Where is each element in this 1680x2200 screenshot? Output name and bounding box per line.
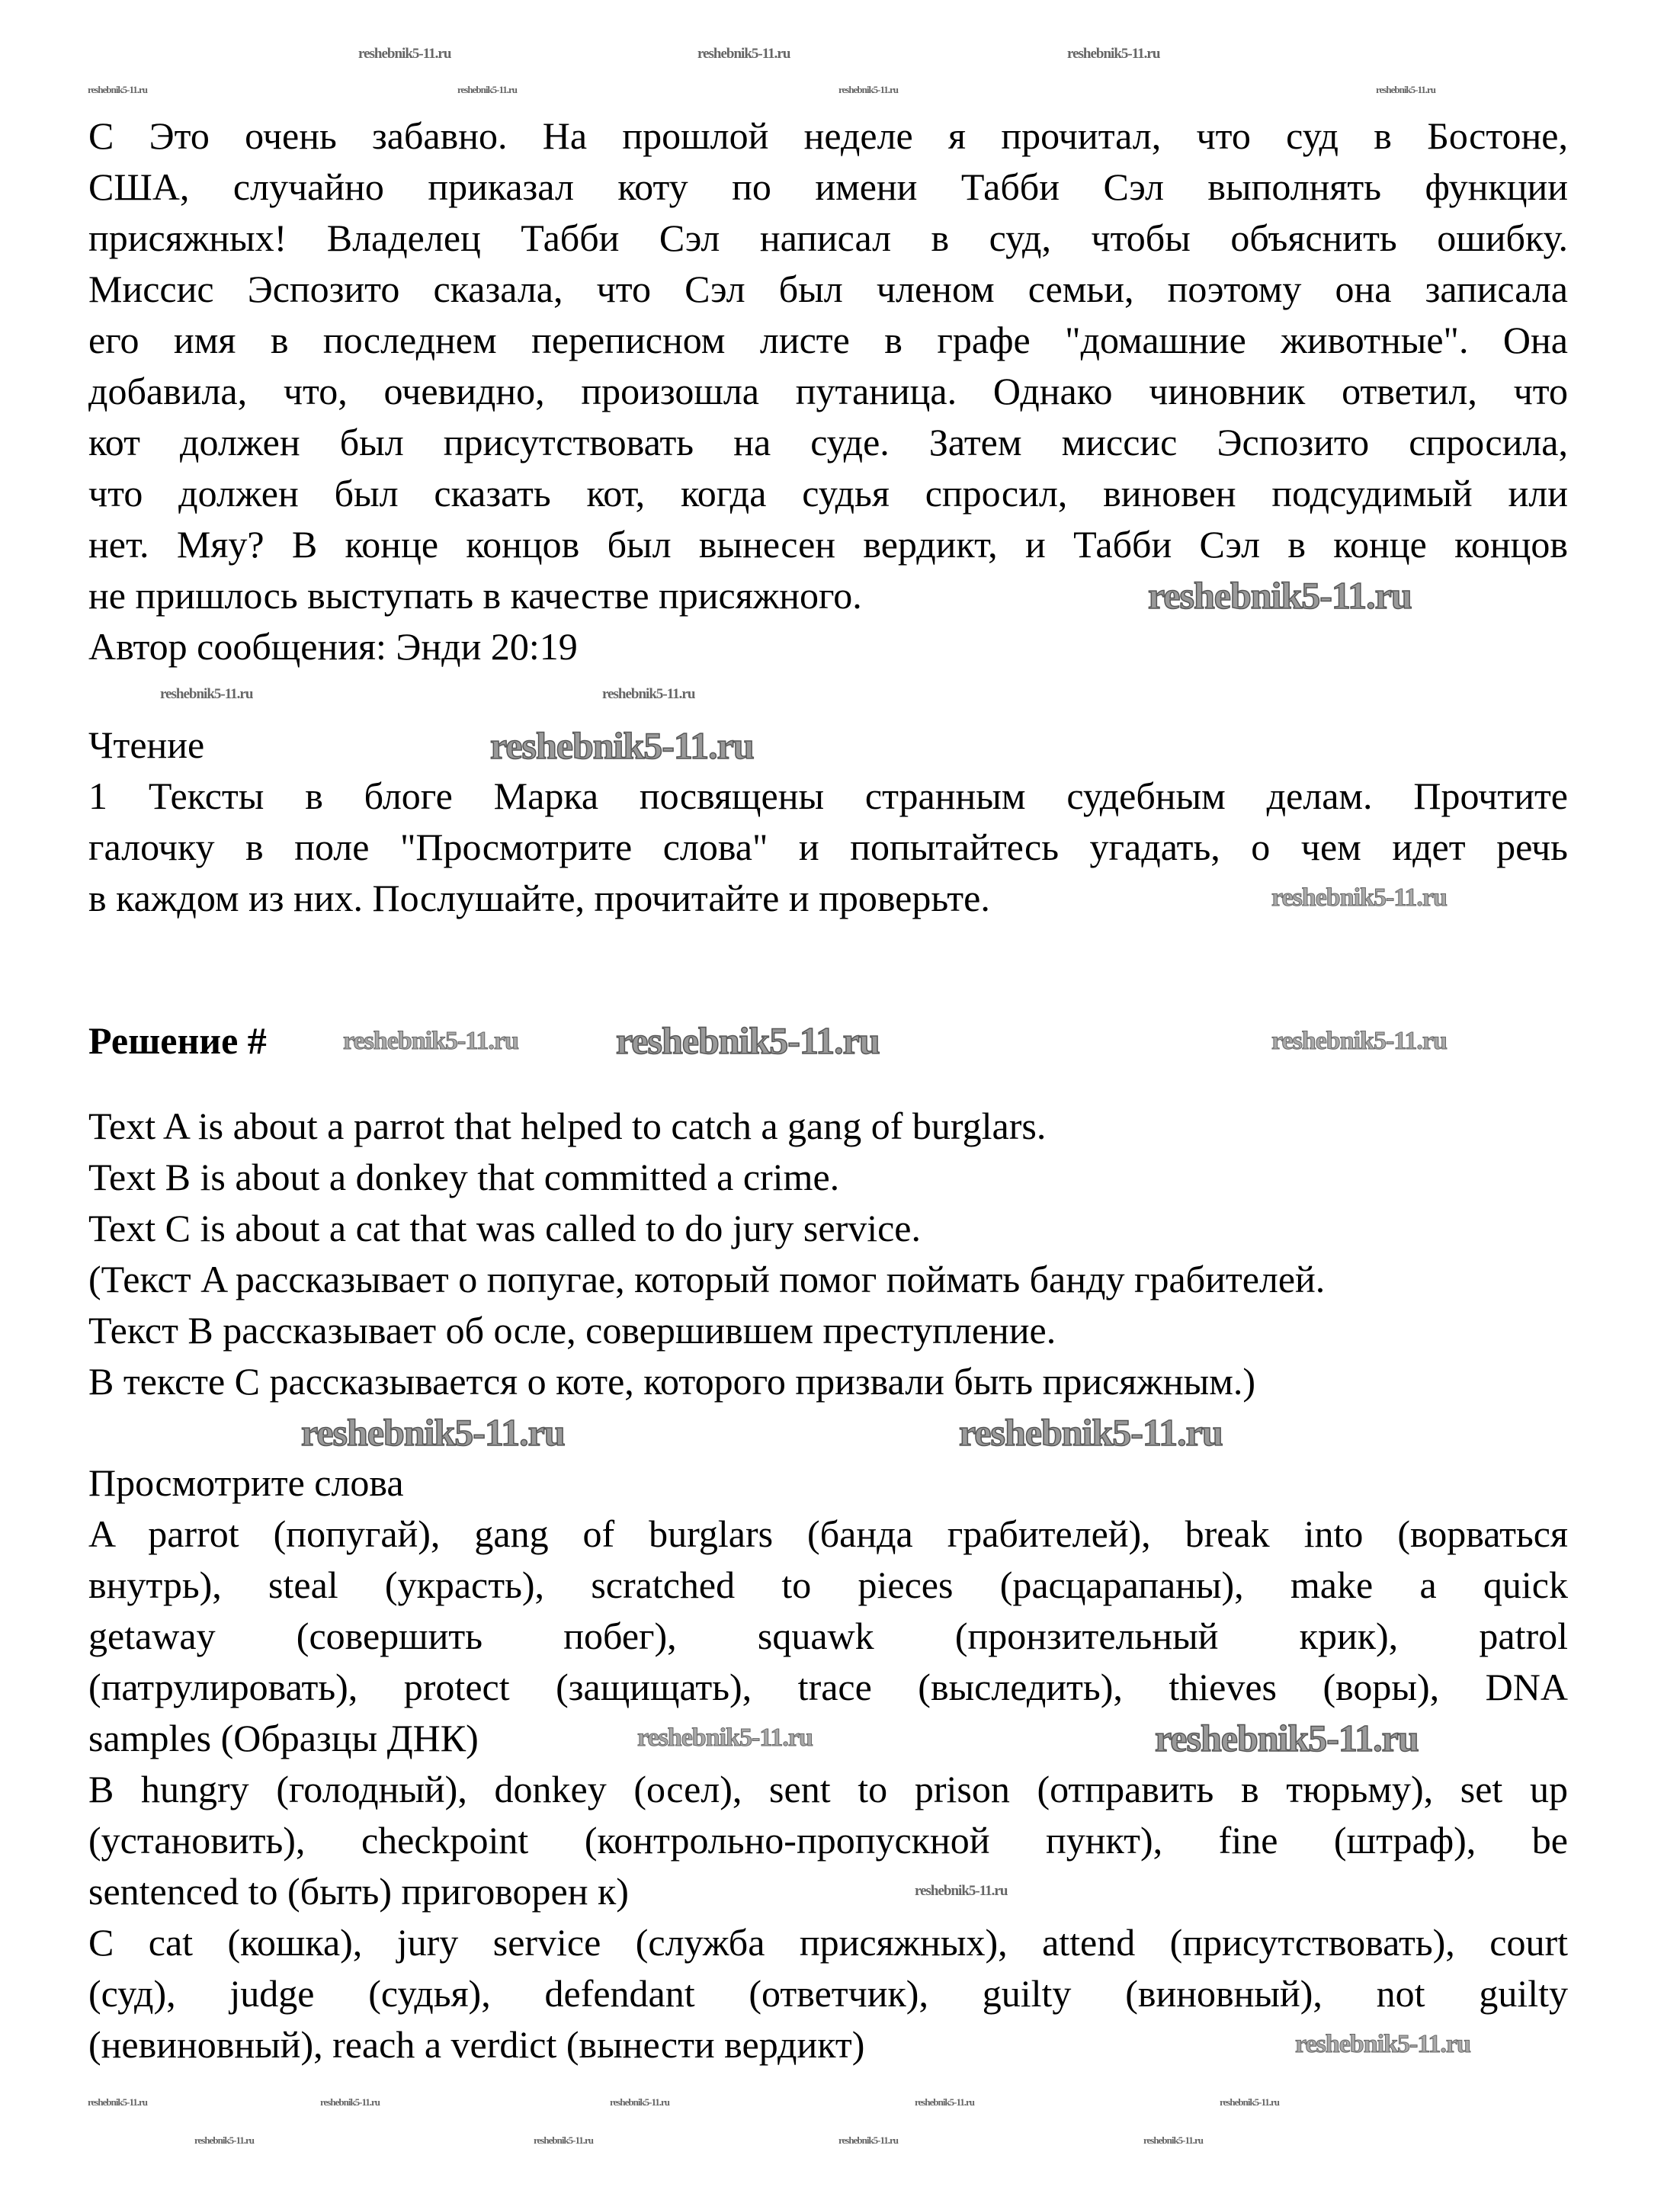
text-line: С Это очень забавно. На прошлой неделе я прочитал, что суд в Бостоне, (88, 114, 1568, 157)
watermark: reshebnik5-11.ru (1067, 46, 1160, 62)
text-line: Text A is about a parrot that helped to catch a gang of burglars. (88, 1105, 1047, 1147)
words-section (88, 1458, 1568, 1509)
watermark: reshebnik5-11.ru (534, 2134, 594, 2146)
text-line: в каждом из них. Послушайте, прочитайте и проверьте. (88, 877, 990, 919)
text-line: США, случайно приказал коту по имени Табби Сэл выполнять функции (88, 165, 1568, 208)
text-line: не пришлось выступать в качестве присяжного. (88, 574, 862, 617)
text-line: samples (Образцы ДНК) (88, 1717, 479, 1759)
story-c-paragraph (88, 111, 1568, 621)
text-line: нет. Мяу? В конце концов был вынесен вердикт, и Табби Сэл в конце концов (88, 523, 1568, 566)
reading-section (88, 720, 1568, 771)
watermark: reshebnik5-11.ru (637, 1724, 813, 1752)
story-author (88, 621, 1568, 672)
watermark: reshebnik5-11.ru (358, 46, 451, 62)
text-line: sentenced to (быть) приговорен к) (88, 1870, 629, 1913)
watermark: reshebnik5-11.ru (343, 1027, 518, 1055)
watermark: reshebnik5-11.ru (1271, 884, 1447, 912)
text-line: B hungry (голодный), donkey (осел), sent to prison (отправить в тюрьму), set up (88, 1768, 1568, 1810)
text-line: Text C is about a cat that was called to do jury service. (88, 1207, 921, 1249)
author-line: Автор сообщения: Энди 20:19 (88, 625, 578, 668)
watermark: reshebnik5-11.ru (838, 84, 899, 95)
text-line: (суд), judge (судья), defendant (ответчик), guilty (виновный), not guilty (88, 1972, 1568, 2015)
watermark: reshebnik5-11.ru (697, 46, 790, 62)
watermark: reshebnik5-11.ru (1220, 2096, 1280, 2108)
watermark: reshebnik5-11.ru (194, 2134, 255, 2146)
solution-answers (88, 1101, 1568, 1407)
solution-heading: Решение # (88, 1019, 267, 1062)
watermark: reshebnik5-11.ru (1155, 1717, 1419, 1759)
text-line: Текст B рассказывает об осле, совершившем преступление. (88, 1309, 1056, 1352)
text-line: Миссис Эспозито сказала, что Сэл был членом семьи, поэтому она записала (88, 268, 1568, 310)
watermark: reshebnik5-11.ru (320, 2096, 380, 2108)
watermark: reshebnik5-11.ru (1143, 2134, 1204, 2146)
words-list (88, 1509, 1568, 2070)
watermark: reshebnik5-11.ru (610, 2096, 670, 2108)
watermark: reshebnik5-11.ru (1376, 84, 1436, 95)
watermark: reshebnik5-11.ru (88, 2096, 148, 2108)
text-line: 1 Тексты в блоге Марка посвящены странным судебным делам. Прочтите (88, 774, 1568, 817)
text-line: (установить), checkpoint (контрольно-пропускной пункт), fine (штраф), be (88, 1819, 1568, 1862)
text-line: (патрулировать), protect (защищать), trace (выследить), thieves (воры), DNA (88, 1666, 1568, 1708)
watermark: reshebnik5-11.ru (160, 686, 253, 702)
text-line: A parrot (попугай), gang of burglars (банда грабителей), break into (ворваться (88, 1512, 1568, 1555)
text-line: getaway (совершить побег), squawk (пронзительный крик), patrol (88, 1615, 1568, 1657)
watermark: reshebnik5-11.ru (616, 1019, 880, 1062)
watermark: reshebnik5-11.ru (915, 2096, 975, 2108)
watermark: reshebnik5-11.ru (1295, 2030, 1470, 2058)
text-line: кот должен был присутствовать на суде. Затем миссис Эспозито спросила, (88, 421, 1568, 463)
watermark: reshebnik5-11.ru (88, 84, 148, 95)
reading-heading: Чтение (88, 723, 205, 766)
watermark: reshebnik5-11.ru (915, 1883, 1008, 1899)
watermark: reshebnik5-11.ru (457, 84, 518, 95)
text-line: присяжных! Владелец Табби Сэл написал в суд, чтобы объяснить ошибку. (88, 216, 1568, 259)
watermark: reshebnik5-11.ru (959, 1411, 1223, 1454)
text-line: что должен был сказать кот, когда судья спросил, виновен подсудимый или (88, 472, 1568, 515)
text-line: добавила, что, очевидно, произошла путаница. Однако чиновник ответил, что (88, 370, 1568, 412)
text-line: (Текст A рассказывает о попугае, который помог поймать банду грабителей. (88, 1258, 1326, 1300)
text-line: В тексте C рассказывается о коте, которого призвали быть присяжным.) (88, 1360, 1255, 1403)
watermark: reshebnik5-11.ru (1148, 574, 1412, 617)
text-line: (невиновный), reach a verdict (вынести вердикт) (88, 2023, 865, 2066)
watermark: reshebnik5-11.ru (838, 2134, 899, 2146)
text-line: Text B is about a donkey that committed a crime. (88, 1156, 840, 1198)
text-line: его имя в последнем переписном листе в графе "домашние животные". Она (88, 319, 1568, 361)
text-line: галочку в поле "Просмотрите слова" и попытайтесь угадать, о чем идет речь (88, 826, 1568, 868)
words-heading: Просмотрите слова (88, 1461, 404, 1504)
watermark: reshebnik5-11.ru (1271, 1027, 1447, 1055)
text-line: внутрь), steal (украсть), scratched to pieces (расцарапаны), make a quick (88, 1563, 1568, 1606)
watermark: reshebnik5-11.ru (301, 1411, 565, 1454)
text-line: C cat (кошка), jury service (служба присяжных), attend (присутствовать), court (88, 1921, 1568, 1964)
watermark: reshebnik5-11.ru (602, 686, 695, 702)
watermark: reshebnik5-11.ru (490, 724, 754, 767)
